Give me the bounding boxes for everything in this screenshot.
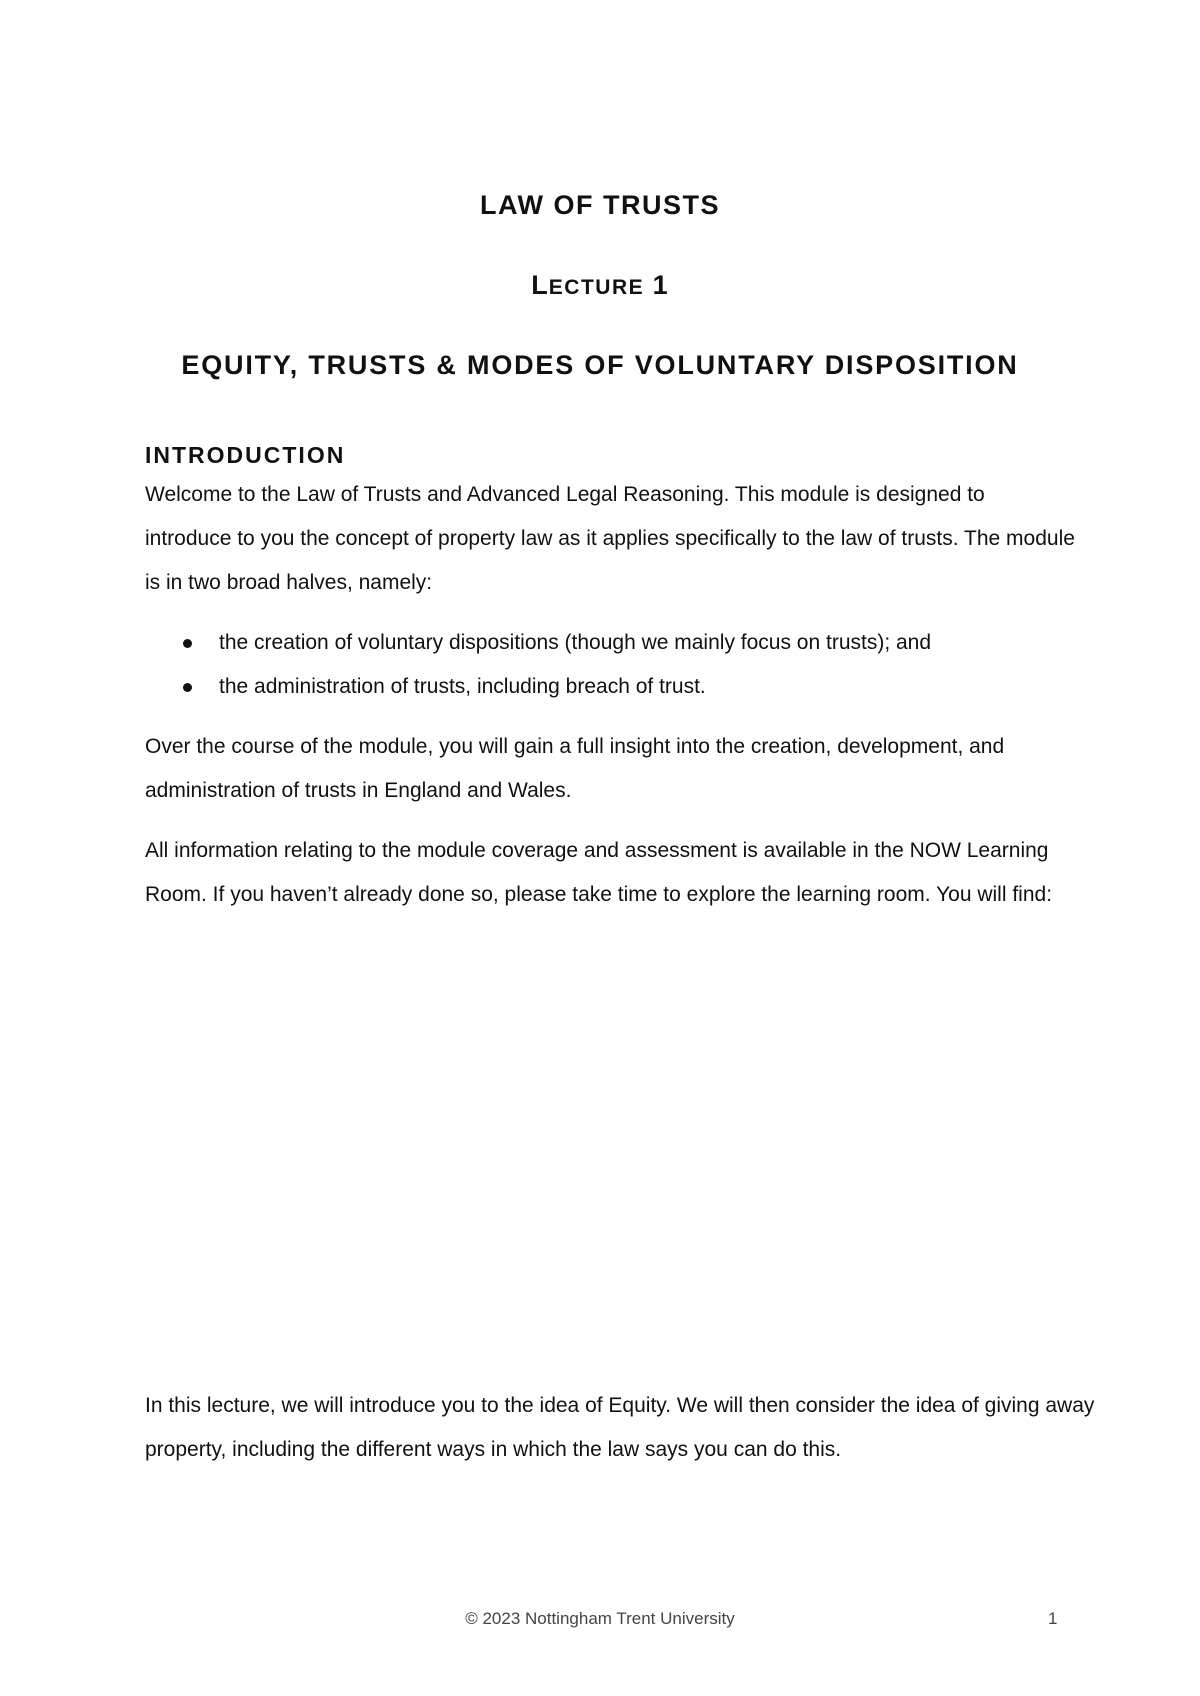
page-number: 1 (1048, 1609, 1058, 1628)
lecture-prefix-initial: L (531, 270, 549, 300)
introduction-paragraph-3: All information relating to the module coverage and assessment is available in the NOW Learning Room. If you haven’t already done so, please take time to explore the learning room. You will find: (145, 839, 1053, 906)
document-title: LAW OF TRUSTS (480, 190, 720, 220)
bullet-list (145, 621, 1075, 709)
bullet-text: the creation of voluntary dispositions (though we mainly focus on trusts); and (219, 631, 932, 654)
bullet-dot-icon (183, 683, 192, 692)
bullet-item (145, 621, 1075, 665)
introduction-heading: INTRODUCTION (145, 442, 346, 468)
introduction-section (145, 440, 1075, 933)
bullet-text: the administration of trusts, including breach of trust. (219, 675, 706, 698)
lecture-heading (0, 270, 1200, 301)
footer-copyright: © 2023 Nottingham Trent University (465, 1609, 735, 1628)
introduction-paragraph-2: Over the course of the module, you will gain a full insight into the creation, development, and administration of trusts in England and Wales. (145, 735, 1005, 802)
introduction-paragraph-1: Welcome to the Law of Trusts and Advanced Legal Reasoning. This module is designed to introduce to you the concept of property law as it applies specifically to the law of trusts. The module is in two broad halves, namely: (145, 483, 1075, 594)
lecture-subtitle: EQUITY, TRUSTS & MODES OF VOLUNTARY DISPOSITION (181, 350, 1019, 380)
bullet-item (145, 665, 1075, 709)
closing-paragraph: In this lecture, we will introduce you to the idea of Equity. We will then consider the idea of giving away property, including the different ways in which the law says you can do this. (145, 1394, 1095, 1461)
lecture-prefix-rest: ECTURE (548, 276, 645, 299)
bullet-dot-icon (183, 639, 192, 648)
lecture-number: 1 (652, 270, 669, 300)
